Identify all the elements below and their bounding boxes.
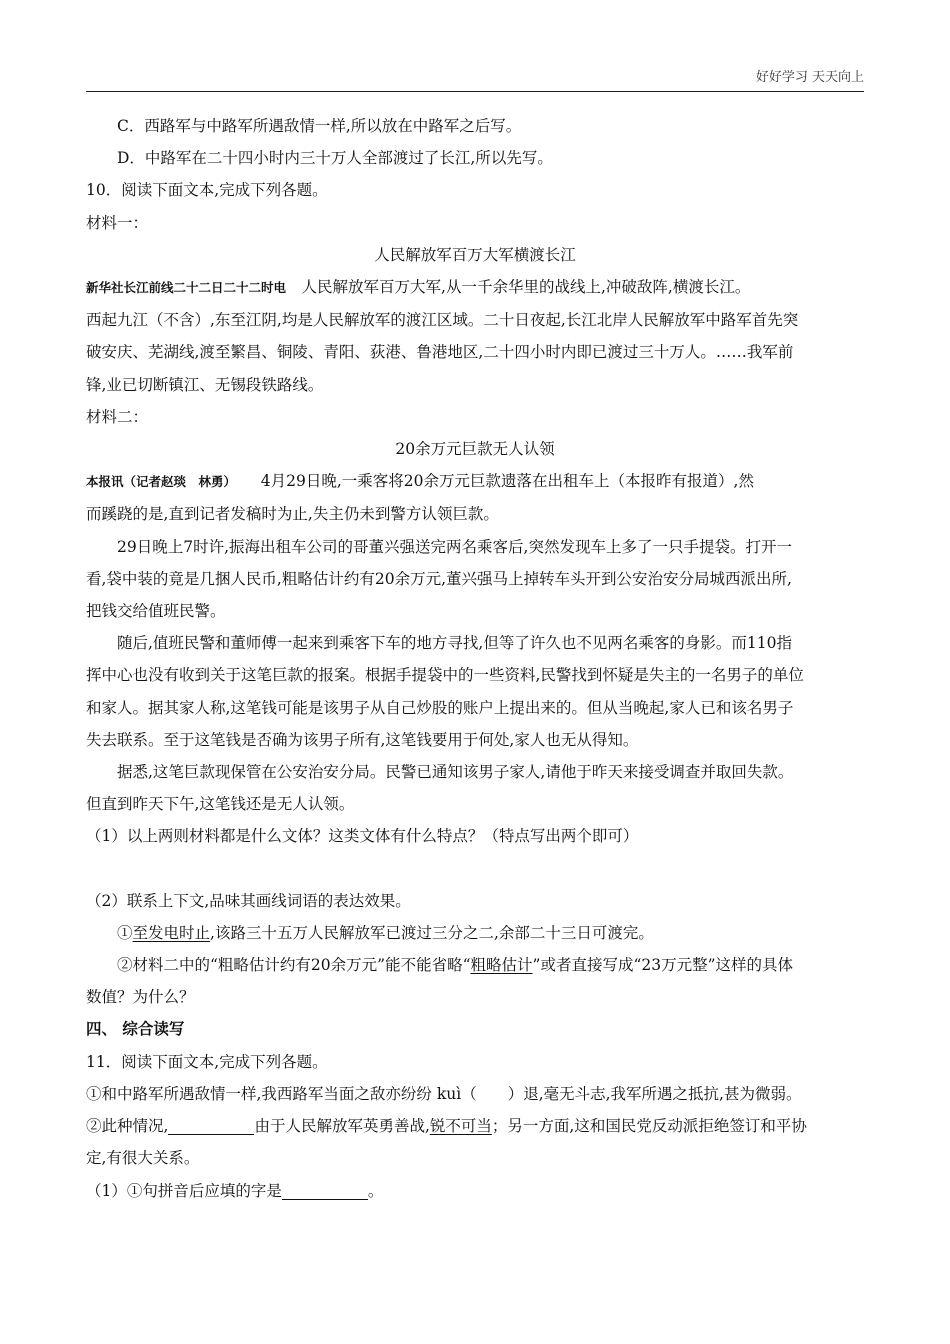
material-2-para-4-line-1: 据悉,这笔巨款现保管在公安治安分局。民警已通知该男子家人,请他于昨天来接受调查并取回失款。: [117, 763, 794, 782]
q11-sentence-2: [86, 1110, 864, 1142]
sentence-2-rest: ；另一方面,这和国民党反动派拒绝签订和平协: [491, 1117, 807, 1136]
subquestion-1-text: （1）①句拼音后应填的字是: [86, 1181, 282, 1200]
q11-sentence-2-cont: 定,有很大关系。: [86, 1149, 200, 1168]
material-1-line-1: [86, 271, 864, 304]
material-2-para-2-line-2: 看,袋中装的竟是几捆人民币,粗略估计约有20余万元,董兴强马上掉转车头开到公安治安分局城西派出所,: [86, 569, 792, 588]
material-1-line-4: 锋,业已切断镇江、无锡段铁路线。: [86, 375, 324, 394]
q10-subquestion-2: （2）联系上下文,品味其画线词语的表达效果。: [86, 891, 411, 910]
q11-stem: 11．阅读下面文本,完成下列各题。: [86, 1052, 328, 1071]
header-motto: 好好学习 天天向上: [755, 70, 864, 85]
material-2-para-4-line-2: 但直到昨天下午,这笔钱还是无人认领。: [86, 795, 355, 814]
q10-subquestion-1: （1）以上两则材料都是什么文体？这类文体有什么特点？（特点写出两个即可）: [86, 827, 639, 846]
underlined-phrase-b: 粗略估计: [470, 956, 533, 975]
q9-option-c: C．西路军与中路军所遇敌情一样,所以放在中路军之后写。: [117, 117, 522, 135]
material-2-line-1: [86, 465, 864, 498]
subquestion-1-end: 。: [367, 1181, 384, 1200]
q9-option-d: D．中路军在二十四小时内三十万人全部渡过了长江,所以先写。: [117, 149, 553, 168]
q10-stem: 10．阅读下面文本,完成下列各题。: [86, 181, 328, 200]
sentence-b-rest: ”或者直接写成“23万元整”这样的具体: [532, 956, 794, 975]
material-1-title: 人民解放军百万大军横渡长江: [374, 245, 576, 264]
material-1-source: 新华社长江前线二十二日二十二时电: [86, 280, 287, 296]
material-1-text: 人民解放军百万大军,从一千余华里的战线上,冲破敌阵,横渡长江。: [301, 278, 751, 297]
section-4-title: 四、 综合读写: [86, 1019, 185, 1039]
material-2-para-2-line-1: 29日晚上7时许,振海出租车公司的哥董兴强送完两名乘客后,突然发现车上多了一只手提袋。打开一: [117, 537, 792, 556]
material-2-para-3-line-3: 和家人。据其家人称,这笔钱可能是该男子从自己炒股的账户上提出来的。但从当晚起,家人已和该名男子: [86, 698, 794, 717]
q11-subquestion-1: [86, 1175, 864, 1207]
sentence-2-start: ②此种情况,: [86, 1117, 169, 1136]
sentence-b-start: ②材料二中的“粗略估计约有20余万元”能不能省略“: [117, 956, 471, 975]
material-2-title: 20余万元巨款无人认领: [395, 440, 555, 459]
material-1-line-3: 破安庆、芜湖线,渡至繁昌、铜陵、青阳、荻港、鲁港地区,二十四小时内即已渡过三十万人。……我军前: [86, 343, 794, 362]
q10-sentence-a: [86, 917, 864, 949]
fill-blank[interactable]: [168, 1116, 254, 1135]
underlined-phrase-c: 锐不可当: [429, 1117, 492, 1136]
material-2-para-3-line-4: 失去联系。至于这笔钱是否确为该男子所有,这笔钱要用于何处,家人也无从得知。: [86, 730, 639, 749]
material-2-para-3-line-1: 随后,值班民警和董师傅一起来到乘客下车的地方寻找,但等了许久也不见两名乘客的身影。而110指: [117, 634, 792, 653]
q10-sentence-b: [86, 949, 864, 981]
material-1-label: 材料一：: [86, 213, 149, 232]
material-2-label: 材料二：: [86, 407, 149, 426]
material-2-source: 本报讯（记者赵琰 林勇）: [86, 474, 230, 490]
q10-sentence-b-cont: 数值？为什么？: [86, 988, 195, 1007]
material-2-para-2-line-3: 把钱交给值班民警。: [86, 602, 226, 621]
q11-sentence-1: ①和中路军所遇敌情一样,我西路军当面之敌亦纷纷 kuì（ ）退,毫无斗志,我军所遇之抵抗,甚为微弱。: [86, 1084, 802, 1103]
header-divider: [86, 91, 864, 92]
material-2-line-2: 而蹊跷的是,直到记者发稿时为止,失主仍未到警方认领巨款。: [86, 505, 499, 524]
material-1-line-2: 西起九江（不含）,东至江阴,均是人民解放军的渡江区域。二十日夜起,长江北岸人民解放军中路军首先突: [86, 311, 799, 330]
material-2-para-3-line-2: 挥中心也没有收到关于这笔巨款的报案。根据手提袋中的一些资料,民警找到怀疑是失主的一名男子的单位: [86, 666, 804, 685]
material-2-text: 4月29日晚,一乘客将20余万元巨款遗落在出租车上（本报昨有报道）,然: [260, 472, 754, 491]
answer-blank[interactable]: [282, 1181, 368, 1200]
sentence-a-rest: ,该路三十五万人民解放军已渡过三分之二,余部二十三日可渡完。: [210, 923, 654, 942]
answer-space: [86, 853, 864, 885]
sentence-a-number: ①: [117, 923, 133, 942]
underlined-phrase-a: 至发电时止: [132, 923, 211, 942]
document-body: [86, 110, 864, 1207]
sentence-2-mid: 由于人民解放军英勇善战,: [254, 1117, 430, 1136]
